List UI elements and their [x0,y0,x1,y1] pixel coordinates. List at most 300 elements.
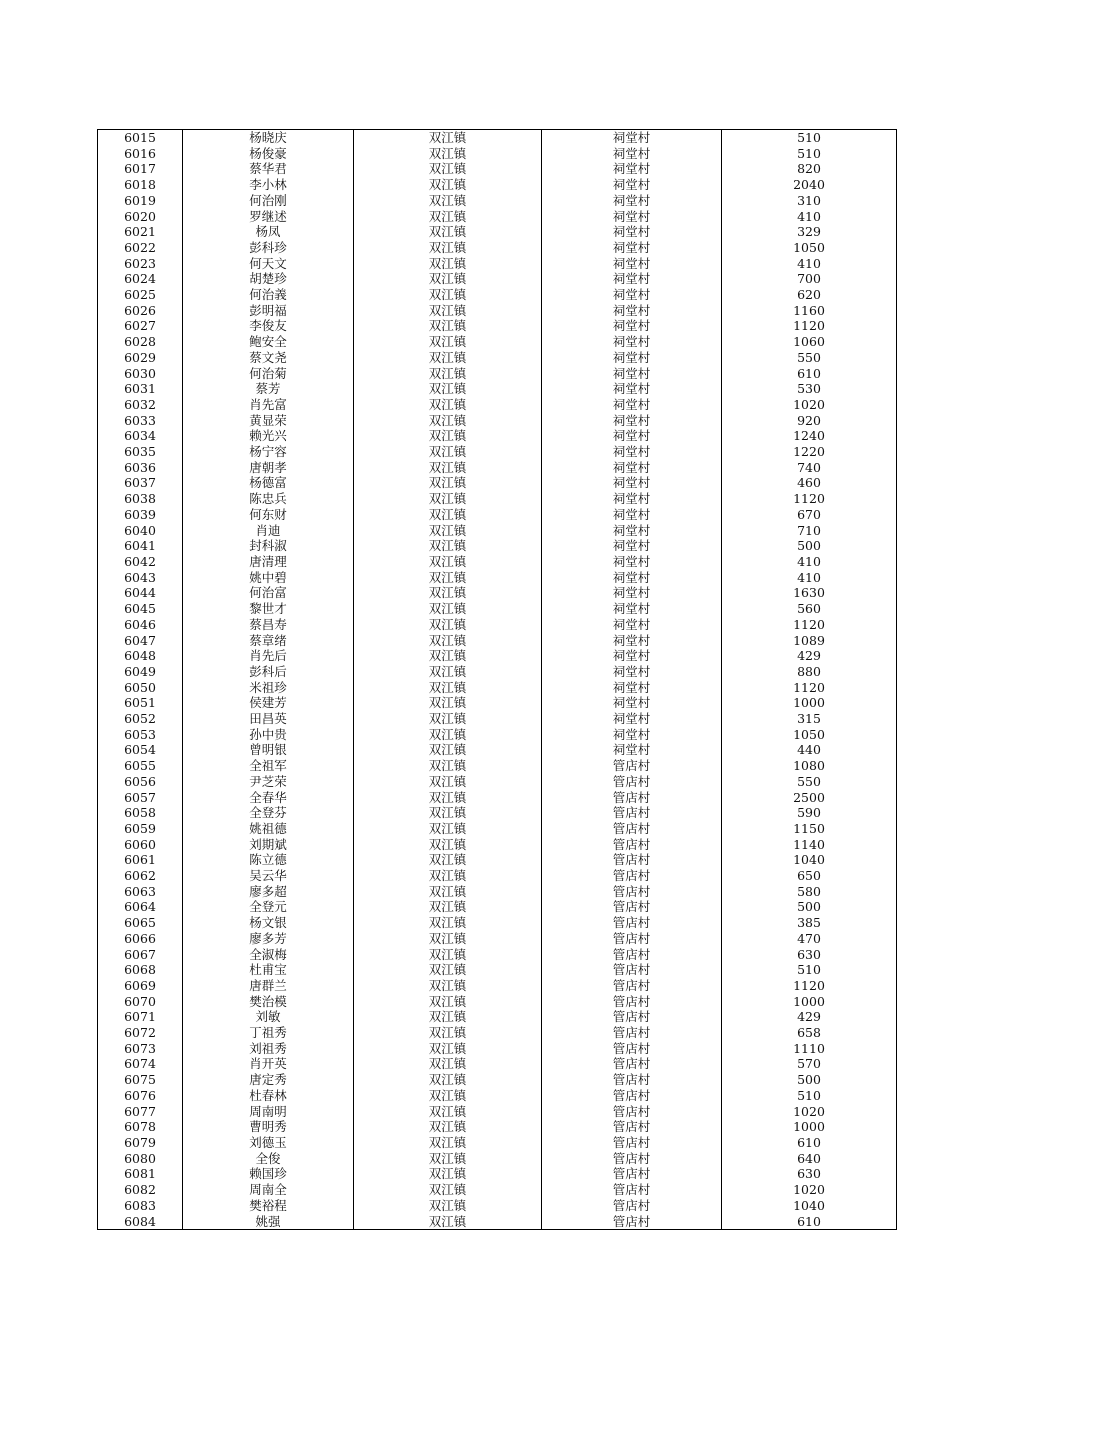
town-cell: 双江镇 [354,554,542,570]
record-number-cell: 6037 [98,475,183,491]
village-cell: 管店村 [542,1198,722,1214]
amount-cell: 500 [722,1072,897,1088]
table-row [98,1056,897,1072]
table-row [98,538,897,554]
person-name-cell: 何治刚 [183,193,354,209]
town-cell: 双江镇 [354,161,542,177]
person-name-cell: 唐朝孝 [183,460,354,476]
amount-cell: 1240 [722,428,897,444]
table-row [98,884,897,900]
amount-cell: 1040 [722,1198,897,1214]
table-row [98,1072,897,1088]
town-cell: 双江镇 [354,475,542,491]
table-row [98,303,897,319]
table-row [98,994,897,1010]
village-cell: 祠堂村 [542,633,722,649]
person-name-cell: 樊治模 [183,994,354,1010]
amount-cell: 440 [722,742,897,758]
person-name-cell: 刘敏 [183,1009,354,1025]
person-name-cell: 杨文银 [183,915,354,931]
person-name-cell: 姚中碧 [183,570,354,586]
person-name-cell: 肖先后 [183,648,354,664]
record-number-cell: 6021 [98,224,183,240]
village-cell: 祠堂村 [542,303,722,319]
table-row [98,601,897,617]
person-name-cell: 姚强 [183,1214,354,1230]
amount-cell: 1220 [722,444,897,460]
record-number-cell: 6077 [98,1104,183,1120]
amount-cell: 820 [722,161,897,177]
town-cell: 双江镇 [354,1072,542,1088]
person-name-cell: 曹明秀 [183,1119,354,1135]
table-row [98,978,897,994]
person-name-cell: 刘德玉 [183,1135,354,1151]
person-name-cell: 陈忠兵 [183,491,354,507]
record-number-cell: 6043 [98,570,183,586]
town-cell: 双江镇 [354,727,542,743]
village-cell: 祠堂村 [542,130,722,146]
table-row [98,334,897,350]
town-cell: 双江镇 [354,742,542,758]
table-row [98,1182,897,1198]
table-row [98,507,897,523]
record-number-cell: 6056 [98,774,183,790]
person-name-cell: 李俊友 [183,318,354,334]
town-cell: 双江镇 [354,852,542,868]
village-cell: 祠堂村 [542,444,722,460]
town-cell: 双江镇 [354,224,542,240]
village-cell: 管店村 [542,790,722,806]
record-number-cell: 6070 [98,994,183,1010]
record-number-cell: 6030 [98,366,183,382]
person-name-cell: 肖迪 [183,523,354,539]
amount-cell: 650 [722,868,897,884]
person-name-cell: 赖光兴 [183,428,354,444]
person-name-cell: 蔡昌寿 [183,617,354,633]
table-row [98,758,897,774]
record-number-cell: 6078 [98,1119,183,1135]
village-cell: 管店村 [542,1041,722,1057]
table-row [98,711,897,727]
amount-cell: 670 [722,507,897,523]
record-number-cell: 6074 [98,1056,183,1072]
amount-cell: 410 [722,256,897,272]
village-cell: 管店村 [542,821,722,837]
village-cell: 祠堂村 [542,240,722,256]
table-row [98,271,897,287]
person-name-cell: 黄显荣 [183,413,354,429]
table-row [98,790,897,806]
person-name-cell: 周南明 [183,1104,354,1120]
town-cell: 双江镇 [354,507,542,523]
table-row [98,1041,897,1057]
table-row [98,1135,897,1151]
record-number-cell: 6076 [98,1088,183,1104]
village-cell: 祠堂村 [542,350,722,366]
person-name-cell: 姚祖德 [183,821,354,837]
town-cell: 双江镇 [354,978,542,994]
village-cell: 管店村 [542,1151,722,1167]
town-cell: 双江镇 [354,538,542,554]
person-name-cell: 杨凤 [183,224,354,240]
person-name-cell: 何东财 [183,507,354,523]
table-row [98,774,897,790]
table-row [98,1025,897,1041]
person-name-cell: 赖国珍 [183,1166,354,1182]
town-cell: 双江镇 [354,413,542,429]
record-number-cell: 6018 [98,177,183,193]
record-number-cell: 6022 [98,240,183,256]
village-cell: 祠堂村 [542,523,722,539]
village-cell: 祠堂村 [542,381,722,397]
person-name-cell: 封科淑 [183,538,354,554]
record-number-cell: 6039 [98,507,183,523]
village-cell: 管店村 [542,1072,722,1088]
table-row [98,962,897,978]
record-number-cell: 6066 [98,931,183,947]
town-cell: 双江镇 [354,491,542,507]
amount-cell: 630 [722,1166,897,1182]
amount-cell: 560 [722,601,897,617]
roster-table-body [98,130,897,1230]
table-row [98,146,897,162]
person-name-cell: 廖多芳 [183,931,354,947]
village-cell: 祠堂村 [542,366,722,382]
amount-cell: 620 [722,287,897,303]
person-name-cell: 全俊 [183,1151,354,1167]
town-cell: 双江镇 [354,1151,542,1167]
amount-cell: 570 [722,1056,897,1072]
table-row [98,1166,897,1182]
record-number-cell: 6025 [98,287,183,303]
table-row [98,695,897,711]
town-cell: 双江镇 [354,193,542,209]
person-name-cell: 全春华 [183,790,354,806]
village-cell: 祠堂村 [542,271,722,287]
town-cell: 双江镇 [354,130,542,146]
village-cell: 祠堂村 [542,585,722,601]
amount-cell: 1050 [722,727,897,743]
amount-cell: 1120 [722,978,897,994]
person-name-cell: 周南全 [183,1182,354,1198]
record-number-cell: 6044 [98,585,183,601]
person-name-cell: 陈立德 [183,852,354,868]
table-row [98,177,897,193]
amount-cell: 1060 [722,334,897,350]
village-cell: 管店村 [542,1104,722,1120]
table-row [98,915,897,931]
person-name-cell: 全登芬 [183,805,354,821]
table-row [98,1151,897,1167]
town-cell: 双江镇 [354,790,542,806]
town-cell: 双江镇 [354,287,542,303]
amount-cell: 310 [722,193,897,209]
amount-cell: 1150 [722,821,897,837]
person-name-cell: 蔡文尧 [183,350,354,366]
town-cell: 双江镇 [354,821,542,837]
person-name-cell: 全淑梅 [183,947,354,963]
record-number-cell: 6017 [98,161,183,177]
village-cell: 管店村 [542,1119,722,1135]
person-name-cell: 曾明银 [183,742,354,758]
town-cell: 双江镇 [354,1009,542,1025]
village-cell: 管店村 [542,947,722,963]
record-number-cell: 6052 [98,711,183,727]
table-row [98,727,897,743]
town-cell: 双江镇 [354,1135,542,1151]
amount-cell: 1160 [722,303,897,319]
town-cell: 双江镇 [354,1214,542,1230]
village-cell: 祠堂村 [542,161,722,177]
town-cell: 双江镇 [354,240,542,256]
town-cell: 双江镇 [354,428,542,444]
amount-cell: 329 [722,224,897,240]
village-cell: 祠堂村 [542,256,722,272]
town-cell: 双江镇 [354,177,542,193]
amount-cell: 1040 [722,852,897,868]
amount-cell: 500 [722,538,897,554]
town-cell: 双江镇 [354,805,542,821]
record-number-cell: 6060 [98,837,183,853]
amount-cell: 2040 [722,177,897,193]
record-number-cell: 6045 [98,601,183,617]
town-cell: 双江镇 [354,633,542,649]
town-cell: 双江镇 [354,868,542,884]
record-number-cell: 6038 [98,491,183,507]
person-name-cell: 杨俊豪 [183,146,354,162]
amount-cell: 1080 [722,758,897,774]
village-cell: 祠堂村 [542,711,722,727]
amount-cell: 410 [722,570,897,586]
record-number-cell: 6046 [98,617,183,633]
table-row [98,570,897,586]
record-number-cell: 6067 [98,947,183,963]
table-row [98,256,897,272]
amount-cell: 510 [722,962,897,978]
record-number-cell: 6049 [98,664,183,680]
amount-cell: 1000 [722,1119,897,1135]
table-row [98,460,897,476]
village-cell: 祠堂村 [542,460,722,476]
amount-cell: 1140 [722,837,897,853]
person-name-cell: 李小林 [183,177,354,193]
village-cell: 管店村 [542,852,722,868]
amount-cell: 1020 [722,1104,897,1120]
record-number-cell: 6024 [98,271,183,287]
town-cell: 双江镇 [354,381,542,397]
person-name-cell: 杨晓庆 [183,130,354,146]
record-number-cell: 6072 [98,1025,183,1041]
record-number-cell: 6026 [98,303,183,319]
town-cell: 双江镇 [354,585,542,601]
town-cell: 双江镇 [354,146,542,162]
record-number-cell: 6041 [98,538,183,554]
table-row [98,633,897,649]
record-number-cell: 6063 [98,884,183,900]
person-name-cell: 孙中贵 [183,727,354,743]
person-name-cell: 全祖军 [183,758,354,774]
record-number-cell: 6033 [98,413,183,429]
table-row [98,397,897,413]
person-name-cell: 刘期斌 [183,837,354,853]
town-cell: 双江镇 [354,334,542,350]
table-row [98,428,897,444]
village-cell: 祠堂村 [542,413,722,429]
record-number-cell: 6062 [98,868,183,884]
village-cell: 祠堂村 [542,742,722,758]
person-name-cell: 肖开英 [183,1056,354,1072]
amount-cell: 410 [722,209,897,225]
person-name-cell: 肖先富 [183,397,354,413]
town-cell: 双江镇 [354,1182,542,1198]
table-row [98,1104,897,1120]
person-name-cell: 罗继述 [183,209,354,225]
amount-cell: 470 [722,931,897,947]
village-cell: 祠堂村 [542,397,722,413]
table-row [98,523,897,539]
town-cell: 双江镇 [354,1166,542,1182]
amount-cell: 1050 [722,240,897,256]
village-cell: 管店村 [542,805,722,821]
village-cell: 管店村 [542,774,722,790]
record-number-cell: 6055 [98,758,183,774]
table-row [98,664,897,680]
town-cell: 双江镇 [354,947,542,963]
town-cell: 双江镇 [354,1104,542,1120]
table-row [98,240,897,256]
amount-cell: 640 [722,1151,897,1167]
record-number-cell: 6064 [98,899,183,915]
table-row [98,1198,897,1214]
table-row [98,287,897,303]
village-cell: 祠堂村 [542,428,722,444]
town-cell: 双江镇 [354,1119,542,1135]
village-cell: 管店村 [542,1166,722,1182]
village-cell: 管店村 [542,978,722,994]
village-cell: 祠堂村 [542,664,722,680]
table-row [98,837,897,853]
village-cell: 祠堂村 [542,475,722,491]
table-row [98,318,897,334]
record-number-cell: 6031 [98,381,183,397]
village-cell: 管店村 [542,1214,722,1230]
person-name-cell: 唐清理 [183,554,354,570]
town-cell: 双江镇 [354,350,542,366]
table-row [98,554,897,570]
amount-cell: 550 [722,774,897,790]
table-row [98,868,897,884]
person-name-cell: 全登元 [183,899,354,915]
person-name-cell: 蔡芳 [183,381,354,397]
town-cell: 双江镇 [354,695,542,711]
record-number-cell: 6032 [98,397,183,413]
person-name-cell: 吴云华 [183,868,354,884]
record-number-cell: 6059 [98,821,183,837]
table-row [98,899,897,915]
town-cell: 双江镇 [354,397,542,413]
town-cell: 双江镇 [354,884,542,900]
record-number-cell: 6051 [98,695,183,711]
town-cell: 双江镇 [354,994,542,1010]
town-cell: 双江镇 [354,460,542,476]
town-cell: 双江镇 [354,444,542,460]
town-cell: 双江镇 [354,758,542,774]
record-number-cell: 6079 [98,1135,183,1151]
table-row [98,161,897,177]
village-cell: 管店村 [542,1025,722,1041]
table-row [98,1119,897,1135]
amount-cell: 1630 [722,585,897,601]
record-number-cell: 6073 [98,1041,183,1057]
village-cell: 祠堂村 [542,318,722,334]
record-number-cell: 6019 [98,193,183,209]
village-cell: 祠堂村 [542,680,722,696]
table-row [98,742,897,758]
table-row [98,852,897,868]
amount-cell: 700 [722,271,897,287]
village-cell: 祠堂村 [542,177,722,193]
town-cell: 双江镇 [354,570,542,586]
amount-cell: 510 [722,1088,897,1104]
village-cell: 祠堂村 [542,727,722,743]
table-row [98,366,897,382]
record-number-cell: 6016 [98,146,183,162]
person-name-cell: 刘祖秀 [183,1041,354,1057]
record-number-cell: 6075 [98,1072,183,1088]
person-name-cell: 胡楚珍 [183,271,354,287]
town-cell: 双江镇 [354,366,542,382]
record-number-cell: 6065 [98,915,183,931]
table-row [98,821,897,837]
record-number-cell: 6053 [98,727,183,743]
table-row [98,1009,897,1025]
record-number-cell: 6083 [98,1198,183,1214]
table-row [98,585,897,601]
table-row [98,413,897,429]
record-number-cell: 6061 [98,852,183,868]
roster-table [97,129,897,1230]
village-cell: 祠堂村 [542,617,722,633]
amount-cell: 610 [722,1135,897,1151]
record-number-cell: 6054 [98,742,183,758]
town-cell: 双江镇 [354,523,542,539]
amount-cell: 410 [722,554,897,570]
town-cell: 双江镇 [354,711,542,727]
amount-cell: 315 [722,711,897,727]
amount-cell: 920 [722,413,897,429]
record-number-cell: 6034 [98,428,183,444]
village-cell: 祠堂村 [542,570,722,586]
town-cell: 双江镇 [354,899,542,915]
town-cell: 双江镇 [354,256,542,272]
person-name-cell: 蔡华君 [183,161,354,177]
town-cell: 双江镇 [354,664,542,680]
town-cell: 双江镇 [354,303,542,319]
amount-cell: 710 [722,523,897,539]
person-name-cell: 鲍安全 [183,334,354,350]
amount-cell: 1120 [722,617,897,633]
record-number-cell: 6080 [98,1151,183,1167]
person-name-cell: 米祖珍 [183,680,354,696]
amount-cell: 385 [722,915,897,931]
record-number-cell: 6084 [98,1214,183,1230]
amount-cell: 510 [722,146,897,162]
person-name-cell: 何天文 [183,256,354,272]
record-number-cell: 6036 [98,460,183,476]
record-number-cell: 6020 [98,209,183,225]
town-cell: 双江镇 [354,1198,542,1214]
town-cell: 双江镇 [354,774,542,790]
